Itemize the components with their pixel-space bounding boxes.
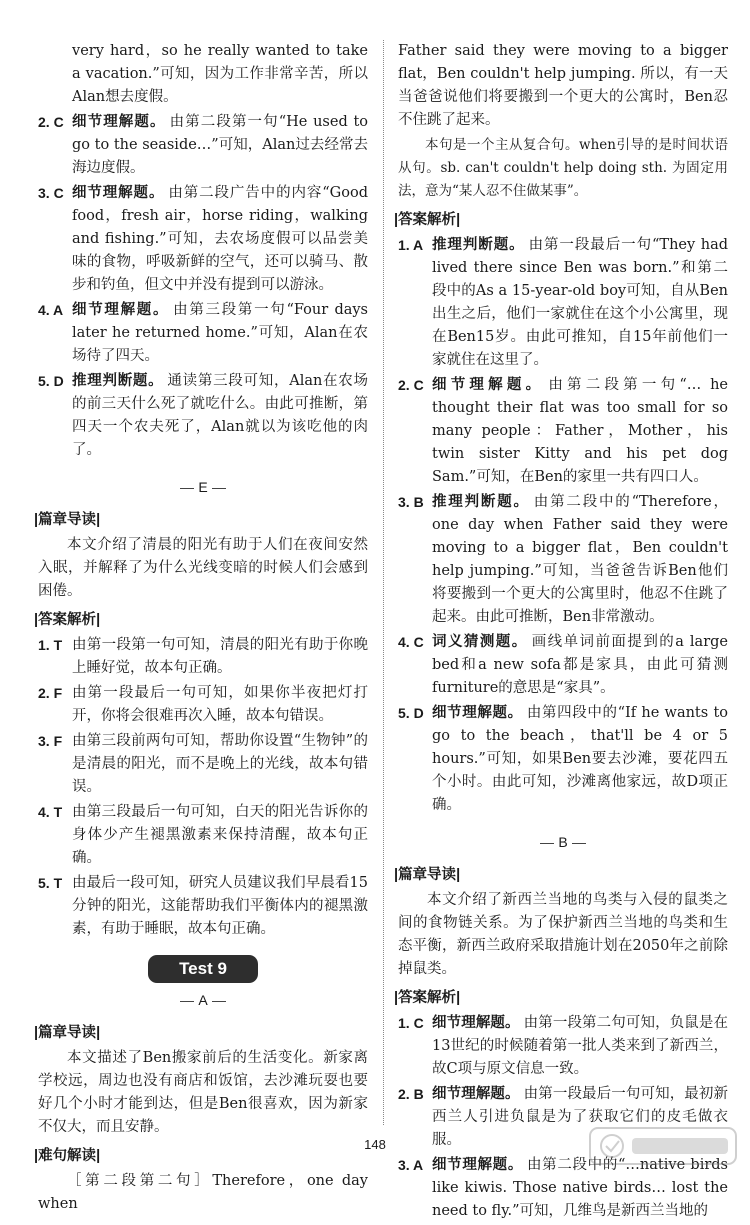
continuation-text: very hard，so he really wanted to take a vacation.”可知，因为工作非常辛苦，所以Alan想去度假。 bbox=[72, 43, 368, 105]
answer-text: 由第一段第一句可知，清晨的阳光有助于你晚上睡好觉，故本句正确。 bbox=[72, 637, 368, 676]
answer-number: 2. C bbox=[398, 377, 424, 393]
question-type: 推理判断题。 bbox=[432, 494, 530, 510]
answer-text: 画线单词前面提到的a large bed和a new sofa都是家具，由此可猜测furniture的意思是“家具”。 bbox=[432, 634, 728, 696]
question-type: 细节理解题。 bbox=[432, 705, 523, 721]
answer-item bbox=[38, 182, 368, 297]
question-type: 词义猜测题。 bbox=[432, 634, 528, 650]
section-marker-e: E bbox=[38, 476, 368, 499]
answer-number: 1. C bbox=[398, 1015, 424, 1031]
answer-item bbox=[38, 801, 368, 870]
question-type: 细节理解题。 bbox=[72, 302, 170, 318]
heading-guide: |篇章导读| bbox=[34, 512, 101, 528]
test-banner: Test 9 bbox=[148, 955, 258, 983]
answer-text: 由第二段广告中的内容“Good food，fresh air，horse riding，walking and fishing.”可知，去农场度假可以品尝美味的食物，呼吸新鲜的空气，还可以骑马、散步和钓鱼，但文中并没有提到可以游泳。 bbox=[72, 185, 368, 293]
heading-guide: |篇章导读| bbox=[394, 867, 461, 883]
answer-item bbox=[38, 111, 368, 180]
answer-item bbox=[398, 1012, 728, 1081]
answer-text: 由第三段最后一句可知，白天的阳光告诉你的身体少产生褪黑激素来保持清醒，故本句正确。 bbox=[72, 804, 368, 866]
answer-number: 4. T bbox=[38, 804, 63, 820]
answer-item bbox=[398, 491, 728, 629]
answer-number: 3. F bbox=[38, 733, 63, 749]
answer-number: 1. T bbox=[38, 637, 63, 653]
answer-number: 1. A bbox=[398, 237, 424, 253]
section-marker-b: B bbox=[398, 831, 728, 854]
heading-answers: |答案解析| bbox=[394, 990, 461, 1006]
answer-item bbox=[38, 299, 368, 368]
answer-item bbox=[38, 370, 368, 462]
answer-text: 通读第三段可知，Alan在农场的前三天什么死了就吃什么。由此可推断，第四天一个农夫死了，Alan就以为该吃他的肉了。 bbox=[72, 373, 369, 458]
answer-number: 3. A bbox=[398, 1157, 424, 1173]
answer-number: 3. C bbox=[38, 185, 64, 201]
answer-text: 由第一段最后一句可知，如果你半夜把灯打开，你将会很难再次入睡，故本句错误。 bbox=[72, 685, 368, 724]
answer-text: 由第一段最后一句可知，最初新西兰人引进负鼠是为了获取它们的皮毛做衣服。 bbox=[432, 1086, 729, 1148]
difficult-sentence-continued: Father said they were moving to a bigger flat，Ben couldn't help jumping. 所以，有一天当爸爸说他们将要搬到一个更大的公寓时，Ben忍不住跳了起来。 bbox=[398, 43, 728, 128]
answer-item bbox=[38, 634, 368, 680]
answer-number: 4. C bbox=[398, 634, 424, 650]
answer-text: 由第二段第一句“… he thought their flat was too small for so many people：Father，Mother，his twin sister Kitty and his pet dog Sam.”可知，在Ben的家里一共有四口人。 bbox=[432, 377, 728, 485]
answer-text: 由第二段中的“Therefore，one day when Father said they were moving to a bigger flat，Ben couldn't help jumping.”可知，当爸爸告诉Ben他们将要搬到一个更大的公寓里时，他忍不住跳了起来。由此可推断，Ben非常激动。 bbox=[432, 494, 729, 625]
heading-answers: |答案解析| bbox=[394, 212, 461, 228]
answer-item bbox=[398, 631, 728, 700]
answer-item bbox=[398, 702, 728, 817]
answer-list-e bbox=[38, 634, 368, 941]
heading-difficult-sentence: |难句解读| bbox=[34, 1148, 101, 1164]
section-marker-a: A bbox=[38, 989, 368, 1012]
question-type: 推理判断题。 bbox=[432, 237, 525, 253]
heading-answers: |答案解析| bbox=[34, 612, 101, 628]
answer-number: 5. D bbox=[38, 373, 64, 389]
answer-number: 5. D bbox=[398, 705, 424, 721]
answer-site-watermark-icon bbox=[588, 1122, 738, 1168]
question-type: 细节理解题。 bbox=[432, 1015, 520, 1031]
heading-guide: |篇章导读| bbox=[34, 1025, 101, 1041]
answer-text: 由第一段第二句可知，负鼠是在13世纪的时候随着第一批人类来到了新西兰，故C项与原文信息一致。 bbox=[432, 1015, 729, 1077]
answer-text: 由第一段最后一句“They had lived there since Ben was born.”和第二段中的As a 15-year-old boy可知，自从Ben出生之后，他们一家就住在这个小公寓里，现在Ben15岁。由此可推知，自15年前他们一家就住在这里了。 bbox=[432, 237, 729, 368]
answer-number: 2. B bbox=[398, 1086, 424, 1102]
page-number: 148 bbox=[364, 1137, 386, 1152]
question-type: 细节理解题。 bbox=[72, 185, 165, 201]
answer-number: 3. B bbox=[398, 494, 424, 510]
answer-number: 4. A bbox=[38, 302, 64, 318]
answer-item bbox=[398, 234, 728, 372]
answer-text: 由第二段第一句“He used to go to the seaside…”可知，Alan过去经常去海边度假。 bbox=[72, 114, 368, 176]
question-type: 细节理解题。 bbox=[432, 1086, 520, 1102]
answer-item bbox=[38, 682, 368, 728]
difficult-sentence-text: ［第二段第二句］Therefore，one day when bbox=[38, 1173, 368, 1212]
answer-list-d bbox=[38, 111, 368, 462]
answer-text: 由第三段前两句可知，帮助你设置“生物钟”的是清晨的阳光，而不是晚上的光线，故本句错误。 bbox=[72, 733, 368, 795]
question-type: 细节理解题。 bbox=[432, 377, 545, 393]
question-type: 细节理解题。 bbox=[72, 114, 166, 130]
answer-text: 由第三段第一句“Four days later he returned home.”可知，Alan在农场待了四天。 bbox=[72, 302, 368, 364]
question-type: 推理判断题。 bbox=[72, 373, 164, 389]
right-column bbox=[394, 40, 729, 1225]
answer-item bbox=[398, 374, 728, 489]
answer-text: 由第四段中的“If he wants to go to the beach，that'll be 4 or 5 hours.”可知，如果Ben要去沙滩，要花四五个小时。由此可知，沙滩离他家远，故D项正确。 bbox=[432, 705, 728, 813]
answer-item bbox=[38, 730, 368, 799]
grammar-note: 本句是一个主从复合句。when引导的是时间状语从句。sb. can't couldn't help doing sth. 为固定用法，意为“某人忍不住做某事”。 bbox=[398, 137, 728, 199]
intro-text-a: 本文描述了Ben搬家前后的生活变化。新家离学校远，周边也没有商店和饭馆，去沙滩玩耍也要好几个小时才能到达，但是Ben很喜欢，因为新家不仅大，而且安静。 bbox=[38, 1050, 368, 1135]
answer-text: 由第二段中的“…native birds like kiwis. Those native birds… lost the need to fly.”可知，几维鸟是新西兰当地的 bbox=[432, 1157, 729, 1219]
column-divider bbox=[383, 40, 384, 1125]
intro-text-e: 本文介绍了清晨的阳光有助于人们在夜间安然入眠，并解释了为什么光线变暗的时候人们会感到困倦。 bbox=[38, 537, 368, 599]
answer-number: 5. T bbox=[38, 875, 63, 891]
answer-list-a bbox=[398, 234, 728, 817]
answer-number: 2. C bbox=[38, 114, 64, 130]
left-column bbox=[34, 40, 369, 1218]
answer-number: 2. F bbox=[38, 685, 63, 701]
question-type: 细节理解题。 bbox=[432, 1157, 524, 1173]
answer-list-b bbox=[398, 1012, 728, 1223]
answer-text: 由最后一段可知，研究人员建议我们早晨看15分钟的阳光，这能帮助我们平衡体内的褪黑激素，有助于睡眠，故本句正确。 bbox=[72, 875, 368, 937]
answer-item bbox=[38, 872, 368, 941]
intro-text-b: 本文介绍了新西兰当地的鸟类与入侵的鼠类之间的食物链关系。为了保护新西兰当地的鸟类和生态平衡，新西兰政府采取措施计划在2050年之前除掉鼠类。 bbox=[398, 892, 728, 977]
